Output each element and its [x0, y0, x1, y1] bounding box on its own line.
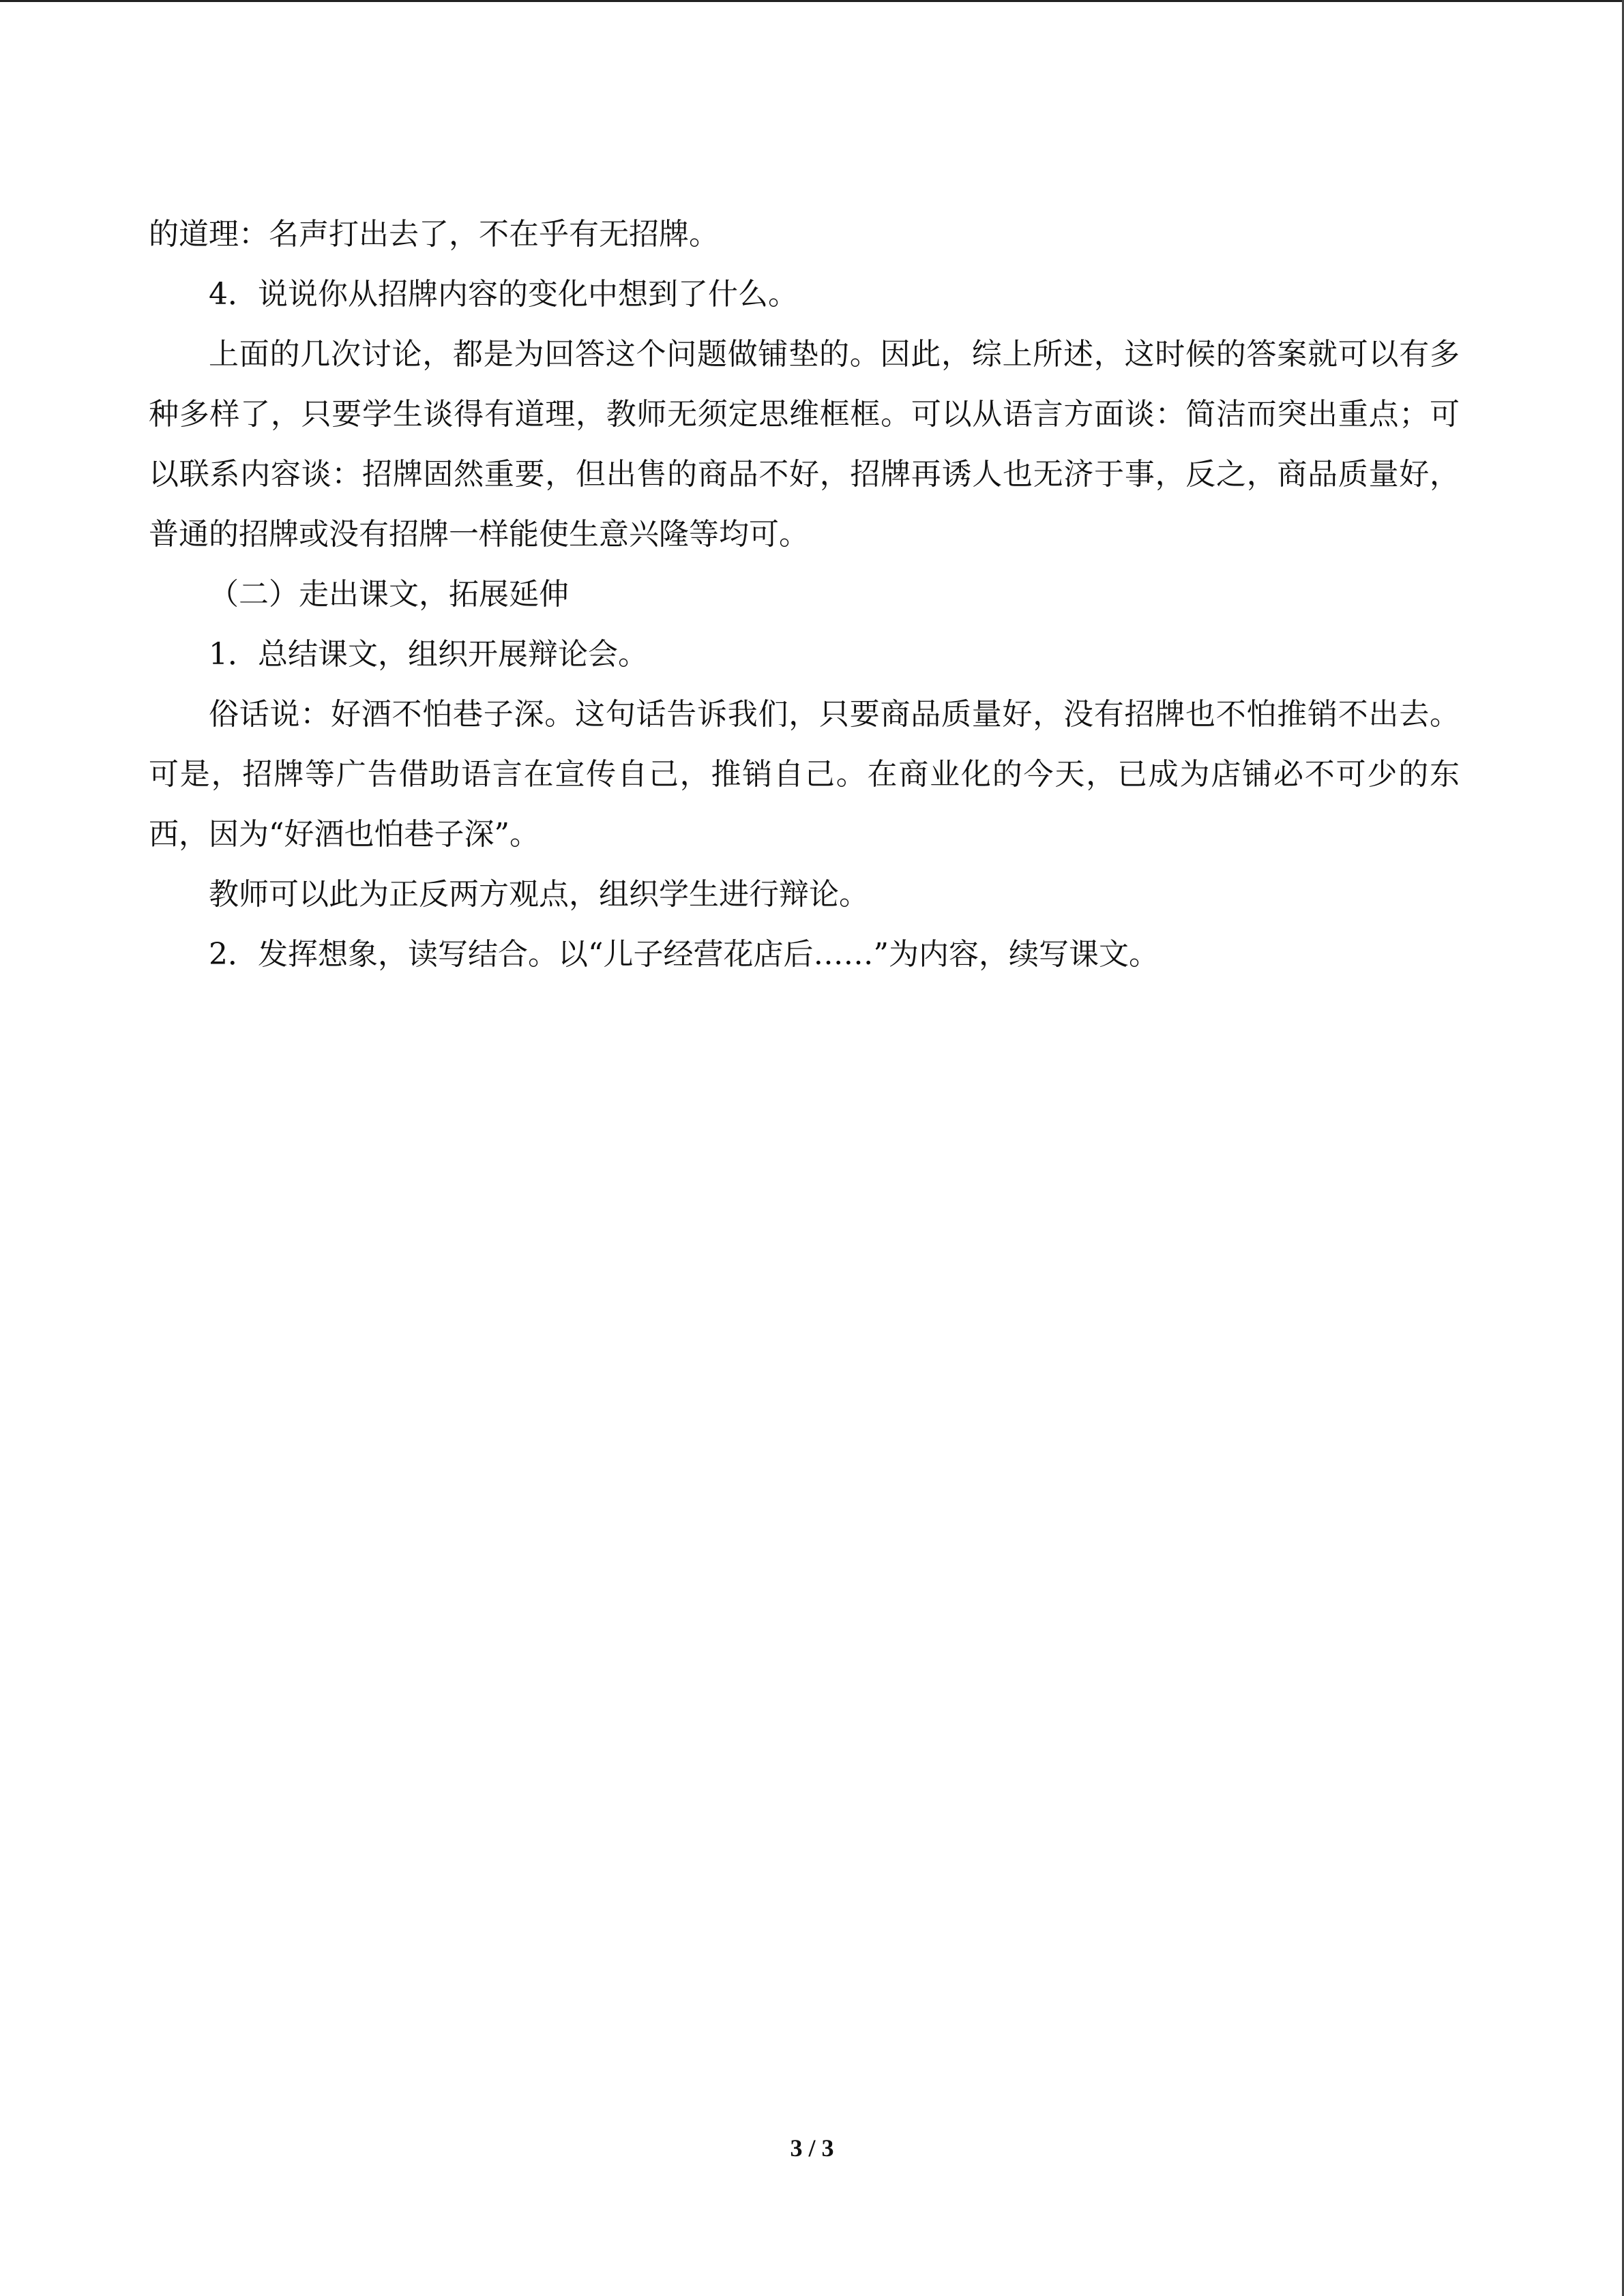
paragraph-proverb: 俗话说：好酒不怕巷子深。这句话告诉我们，只要商品质量好，没有招牌也不怕推销不出去。可是，招牌等广告借助语言在宣传自己，推销自己。在商业化的今天，已成为店铺必不可少的东西，因为“好酒也怕巷子深”。 — [149, 697, 1460, 852]
paragraph-continuation: 的道理：名声打出去了，不在乎有无招牌。 — [149, 217, 719, 252]
paragraph-debate: 教师可以此为正反两方观点，组织学生进行辩论。 — [209, 877, 869, 912]
paragraph-discussion-answer: 上面的几次讨论，都是为回答这个问题做铺垫的。因此，综上所述，这时候的答案就可以有多种多样了，只要学生谈得有道理，教师无须定思维框框。可以从语言方面谈：简洁而突出重点；可以联系内容谈：招牌固然重要，但出售的商品不好，招牌再诱人也无济于事，反之，商品质量好，普通的招牌或没有招牌一样能使生意兴隆等均可。 — [149, 337, 1460, 552]
paragraph-item-2: 2．发挥想象，读写结合。以“儿子经营花店后……”为内容，续写课文。 — [209, 937, 1159, 972]
section-heading-extension: （二）走出课文，拓展延伸 — [209, 577, 569, 612]
page-number: 3 / 3 — [790, 2134, 834, 2162]
paragraph-question-4: 4．说说你从招牌内容的变化中想到了什么。 — [209, 277, 798, 312]
paragraph-item-1: 1．总结课文，组织开展辩论会。 — [209, 637, 648, 672]
page-top-border — [0, 0, 1624, 2]
document-body — [149, 205, 1460, 985]
